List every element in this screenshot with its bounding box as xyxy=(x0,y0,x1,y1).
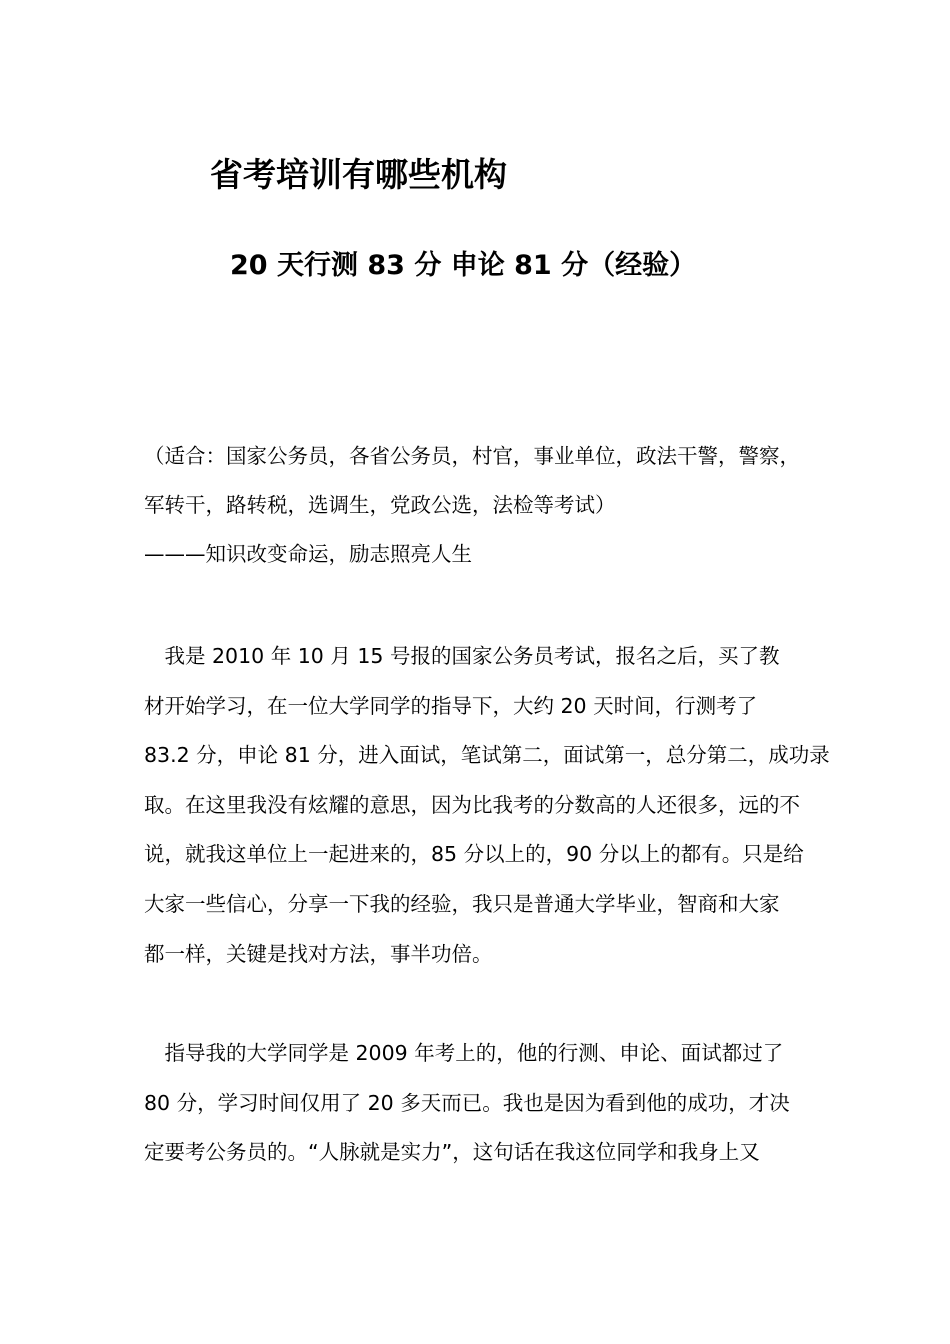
paragraph-line: 都一样，关键是找对方法，事半功倍。 xyxy=(144,941,493,966)
paragraph-line: 指导我的大学同学是 2009 年考上的，他的行测、申论、面试都过了 xyxy=(144,1041,784,1065)
applicability-note xyxy=(144,432,812,579)
paragraph-line: 定要考公务员的。“人脉就是实力”，这句话在我这位同学和我身上又 xyxy=(144,1140,760,1165)
body-paragraph-2 xyxy=(144,1029,812,1178)
paragraph-line: 83.2 分，申论 81 分，进入面试，笔试第二，面试第一，总分第二，成功录 xyxy=(144,743,830,768)
paragraph-line: 大家一些信心，分享一下我的经验，我只是普通大学毕业，智商和大家 xyxy=(144,891,780,916)
paragraph-line: 我是 2010 年 10 月 15 号报的国家公务员考试，报名之后，买了教 xyxy=(144,644,780,668)
paragraph-line: 取。在这里我没有炫耀的意思，因为比我考的分数高的人还很多，远的不 xyxy=(144,792,800,817)
paragraph-line: 80 分，学习时间仅用了 20 多天而已。我也是因为看到他的成功，才决 xyxy=(144,1090,790,1115)
paragraph-line: 说，就我这单位上一起进来的，85 分以上的，90 分以上的都有。只是给 xyxy=(144,842,804,867)
motto-line: ———知识改变命运，励志照亮人生 xyxy=(144,542,472,566)
body-paragraph-1 xyxy=(144,632,830,979)
note-line: （适合：国家公务员，各省公务员，村官，事业单位，政法干警，警察， xyxy=(144,444,800,468)
page-title: 省考培训有哪些机构 xyxy=(210,155,507,194)
page-subtitle: 20 天行测 83 分 申论 81 分（经验） xyxy=(230,250,697,281)
paragraph-line: 材开始学习，在一位大学同学的指导下，大约 20 天时间，行测考了 xyxy=(144,693,758,718)
note-line: 军转干，路转税，选调生，党政公选，法检等考试） xyxy=(144,493,616,517)
